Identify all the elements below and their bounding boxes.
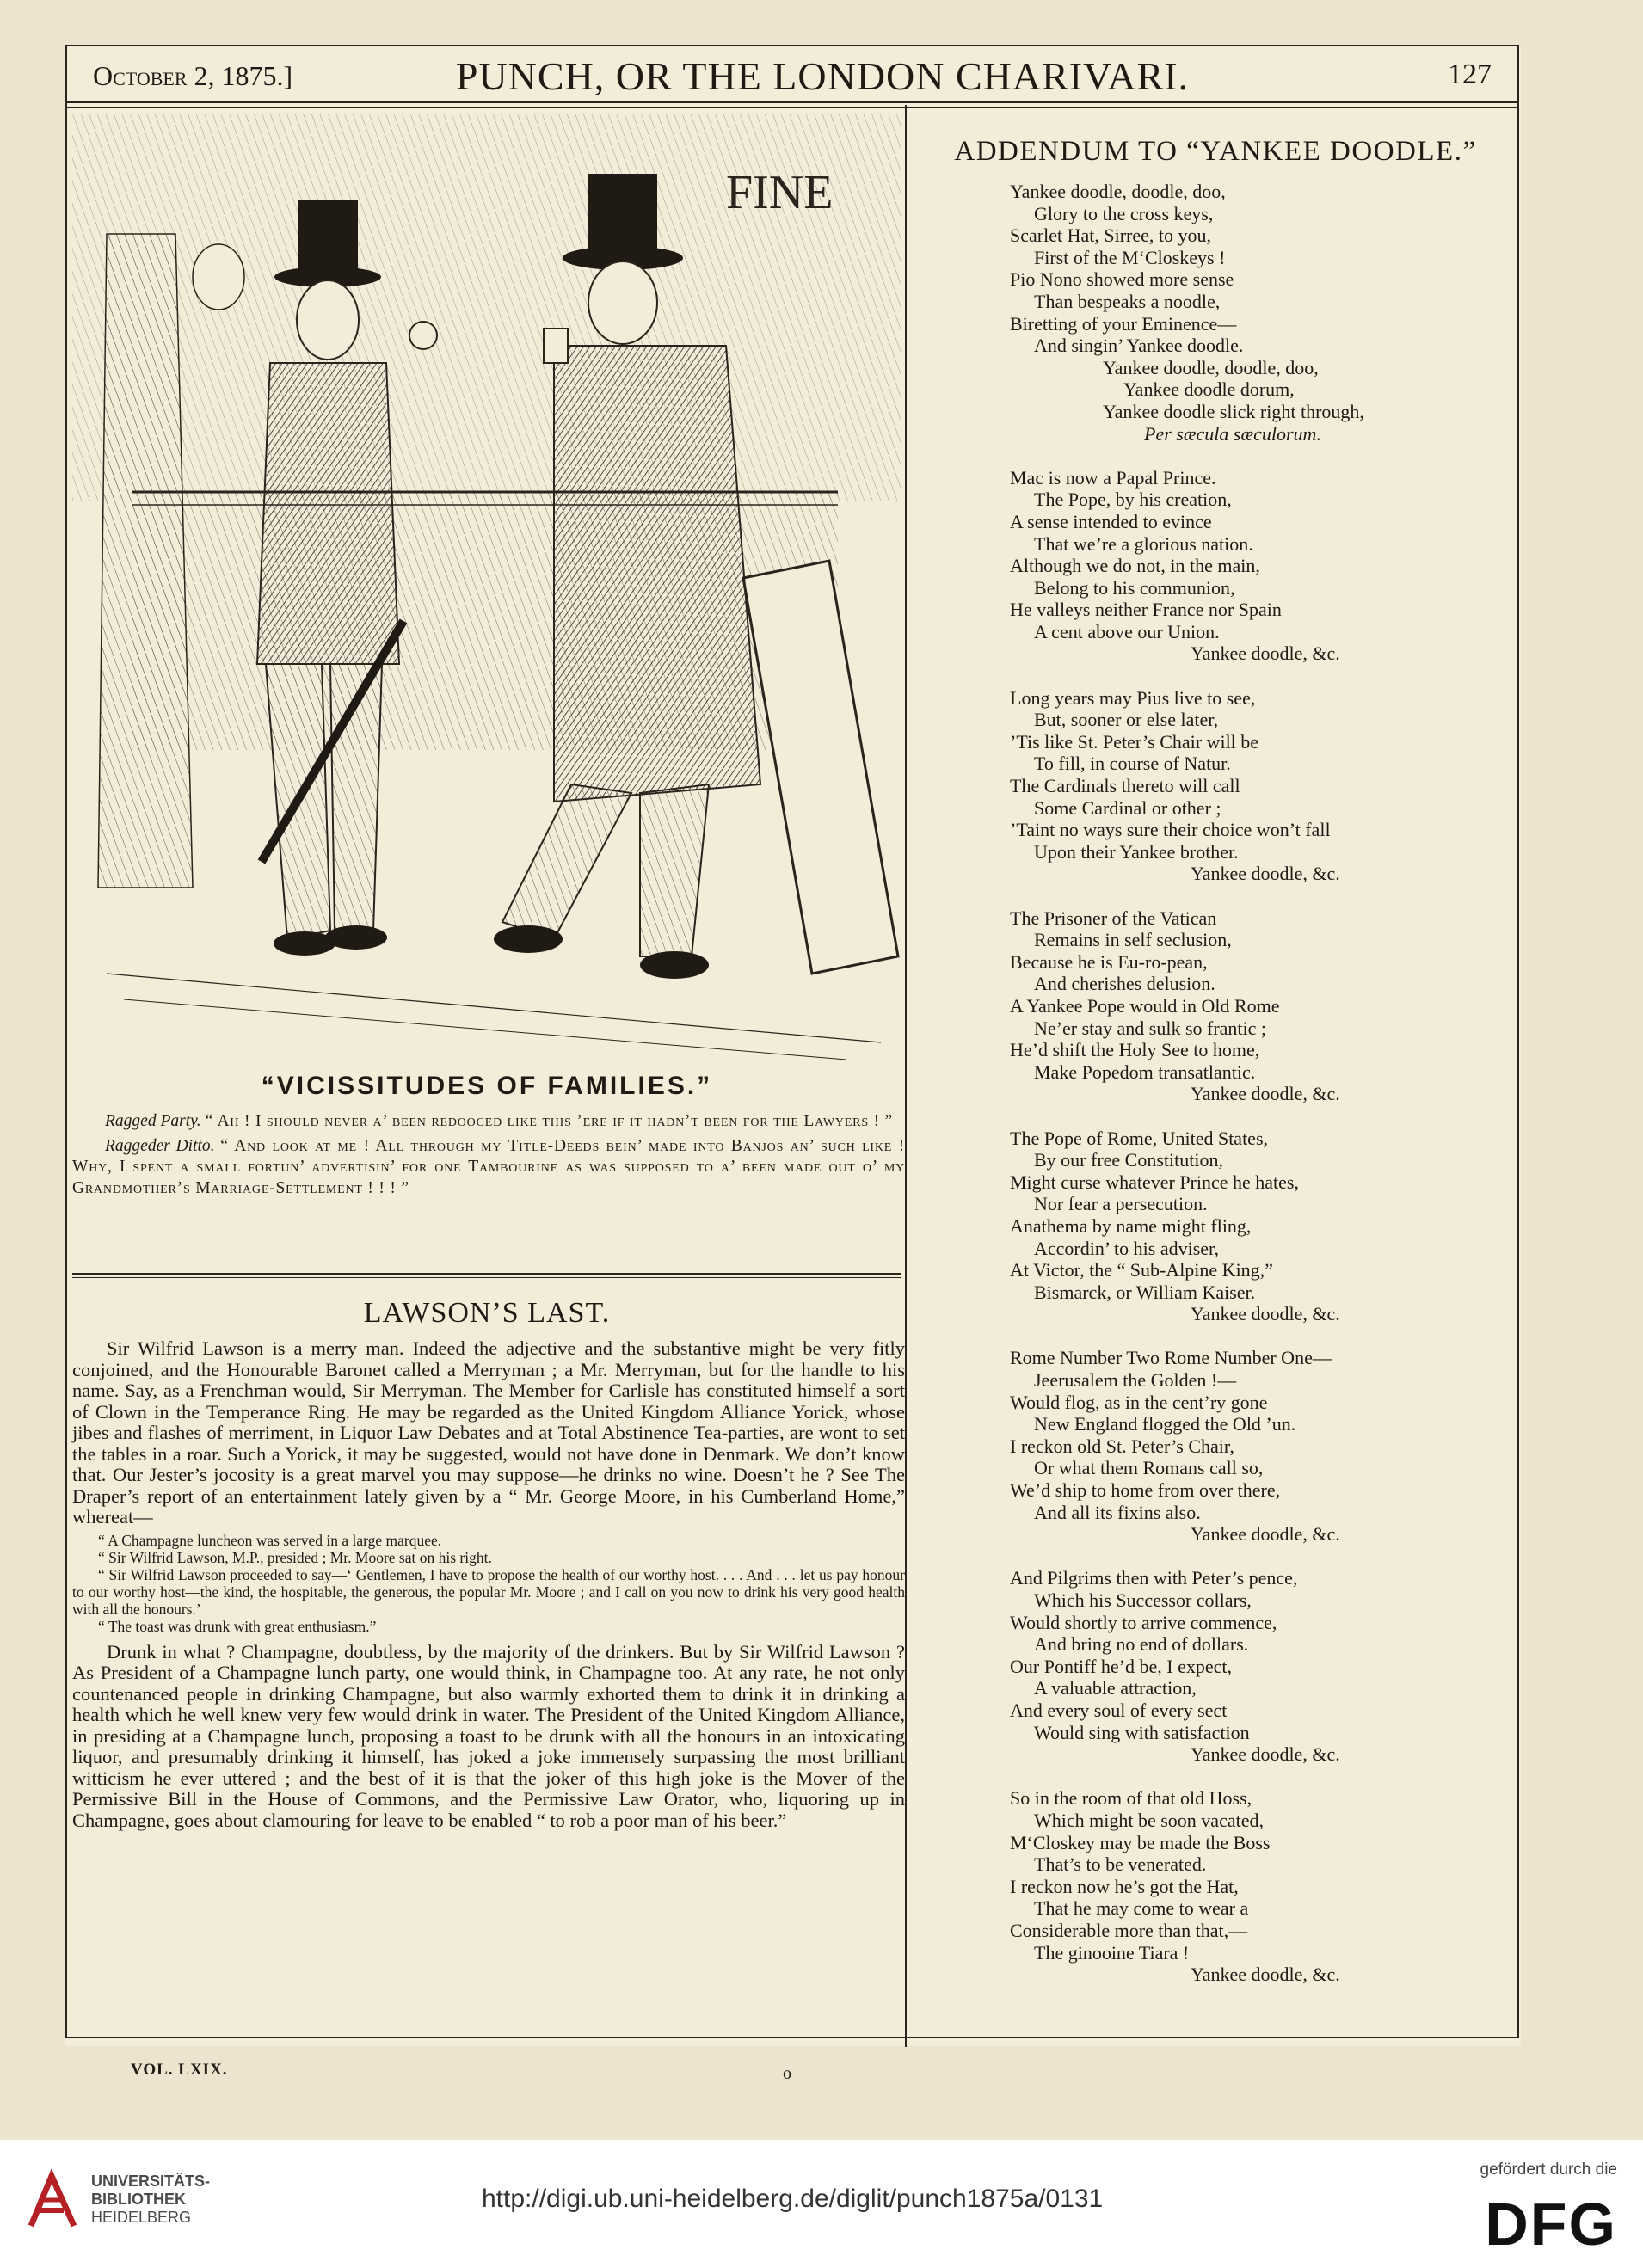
permalink-url[interactable]: http://digi.ub.uni-heidelberg.de/diglit/punch1875a/0131 bbox=[482, 2185, 1104, 2213]
poem-line: First of the M‘Closkeys ! bbox=[1034, 246, 1226, 268]
signature-mark: o bbox=[783, 2064, 791, 2083]
volume-label: VOL. LXIX. bbox=[131, 2061, 228, 2079]
poem-line: Would flog, as in the cent’ry gone bbox=[1010, 1391, 1268, 1413]
poem-line: At Victor, the “ Sub-Alpine King,” bbox=[1010, 1259, 1273, 1282]
poem-line: That we’re a glorious nation. bbox=[1034, 532, 1253, 555]
poem-line: New England flogged the Old ’un. bbox=[1034, 1413, 1296, 1435]
poem-line: Belong to his communion, bbox=[1034, 576, 1235, 599]
poem-line: Rome Number Two Rome Number One— bbox=[1010, 1347, 1332, 1369]
poem-stanza bbox=[1010, 1787, 1509, 1985]
speaker-name: Ragged Party. bbox=[105, 1112, 201, 1130]
poem-line: So in the room of that old Hoss, bbox=[1010, 1787, 1252, 1810]
logo-line: UNIVERSITÄTS- bbox=[91, 2173, 211, 2190]
university-library-logo-icon[interactable] bbox=[22, 2166, 83, 2239]
dialogue-line bbox=[72, 1136, 905, 1200]
poem-line: A sense intended to evince bbox=[1010, 510, 1212, 532]
poem-line: I reckon now he’s got the Hat, bbox=[1010, 1875, 1239, 1897]
poem-line: Nor fear a persecution. bbox=[1034, 1193, 1208, 1215]
poem-line: Would sing with satisfaction bbox=[1034, 1721, 1250, 1743]
poem-stanza bbox=[1010, 907, 1509, 1105]
poem-refrain-line: Yankee doodle, &c. bbox=[1191, 1083, 1340, 1105]
dialogue-text: “ Ah ! I should never a’ been redooced like this ’ere if it hadn’t been for the Lawyers ! ” bbox=[205, 1112, 894, 1130]
poem-line: To fill, in course of Natur. bbox=[1034, 753, 1231, 775]
quote-line: “ The toast was drunk with great enthusiasm.” bbox=[98, 1617, 377, 1635]
poem-line: Our Pontiff he’d be, I expect, bbox=[1010, 1655, 1233, 1677]
poem-refrain-line: Yankee doodle slick right through, bbox=[1103, 400, 1364, 422]
poem-line: And singin’ Yankee doodle. bbox=[1034, 335, 1244, 357]
header-rule-thin bbox=[67, 107, 1519, 108]
poem-line: ’Taint no ways sure their choice won’t fall bbox=[1010, 819, 1331, 841]
article-body bbox=[72, 1338, 905, 1831]
header-rule bbox=[67, 101, 1519, 103]
poem-line: Accordin’ to his adviser, bbox=[1034, 1237, 1219, 1259]
logo-line: BIBLIOTHEK bbox=[91, 2191, 186, 2208]
dfg-logo[interactable]: DFG bbox=[1485, 2191, 1617, 2258]
poem-stanza bbox=[1010, 1347, 1509, 1545]
poem-line: Ne’er stay and sulk so frantic ; bbox=[1034, 1017, 1267, 1039]
poem-line: Biretting of your Eminence— bbox=[1010, 312, 1237, 335]
svg-text:FINE: FINE bbox=[726, 166, 834, 219]
poem-refrain-line: Per sæcula sæculorum. bbox=[1144, 422, 1321, 445]
poem-line: Because he is Eu-ro-pean, bbox=[1010, 950, 1208, 973]
poem-line: Considerable more than that,— bbox=[1010, 1919, 1248, 1941]
poem-refrain-line: Yankee doodle, &c. bbox=[1191, 1743, 1340, 1766]
poem-stanza bbox=[1010, 1128, 1509, 1325]
poem-line: ’Tis like St. Peter’s Chair will be bbox=[1010, 730, 1259, 753]
poem-refrain-line: Yankee doodle, &c. bbox=[1191, 1523, 1340, 1546]
poem-line: By our free Constitution, bbox=[1034, 1149, 1223, 1171]
funded-by-label: gefördert durch die bbox=[1480, 2160, 1617, 2179]
poem-line: A Yankee Pope would in Old Rome bbox=[1010, 994, 1280, 1017]
poem-line: Pio Nono showed more sense bbox=[1010, 268, 1234, 291]
poem-line: The Prisoner of the Vatican bbox=[1010, 907, 1217, 929]
poem-line: But, sooner or else later, bbox=[1034, 709, 1219, 731]
poem-line: M‘Closkey may be made the Boss bbox=[1010, 1831, 1271, 1853]
viewer-footer-bar bbox=[0, 2140, 1643, 2268]
article-paragraph: Drunk in what ? Champagne, doubtless, by the majority of the drinkers. But by Sir Wilfrid Lawson ? As President of a Champagne lunch party, one would think, in Champagne too. At any rate, he not only countenanced people in drinking Champagne, but also warmly exhorted them to drink it in drinking a health which he well knew very few would drink in water. The President of the United Kingdom Alliance, in presiding at a Champagne lunch, proposing a toast to be drunk with all the honours in an intoxicating liquor, and presumably drinking it himself, has joked a joke immensely surpassing the most brilliant witticism he ever uttered ; and the best of it is that the joker of this high joke is the Mover of the Permissive Bill in the House of Commons, and the Permissive Law Orator, who, liquoring up in Champagne, goes about clamouring for leave to be enabled “ to rob a poor man of his beer.” bbox=[72, 1640, 905, 1831]
poem-body bbox=[1010, 181, 1509, 2007]
poem-line: Jeerusalem the Golden !— bbox=[1034, 1369, 1237, 1392]
section-rule bbox=[72, 1273, 901, 1275]
masthead-title: PUNCH, OR THE LONDON CHARIVARI. bbox=[455, 54, 1190, 98]
poem-line: That’s to be venerated. bbox=[1034, 1853, 1207, 1876]
page-number: 127 bbox=[1448, 58, 1492, 90]
logo-line: HEIDELBERG bbox=[91, 2209, 192, 2226]
poem-refrain-line: Yankee doodle, &c. bbox=[1191, 1303, 1340, 1325]
cartoon-drawing bbox=[72, 114, 901, 1065]
poem-line: Although we do not, in the main, bbox=[1010, 555, 1260, 577]
poem-stanza bbox=[1010, 467, 1509, 665]
poem-line: I reckon old St. Peter’s Chair, bbox=[1010, 1435, 1234, 1457]
poem-refrain-line: Yankee doodle, &c. bbox=[1191, 642, 1340, 665]
poem-refrain-line: Yankee doodle dorum, bbox=[1123, 378, 1295, 401]
poem-line: He’d shift the Holy See to home, bbox=[1010, 1039, 1260, 1061]
poem-line: Glory to the cross keys, bbox=[1034, 202, 1214, 224]
poem-stanza bbox=[1010, 181, 1509, 445]
poem-line: Or what them Romans call so, bbox=[1034, 1457, 1264, 1479]
cartoon-caption: “VICISSITUDES OF FAMILIES.” bbox=[261, 1072, 713, 1100]
poem-line: Which might be soon vacated, bbox=[1034, 1809, 1264, 1831]
poem-line: Might curse whatever Prince he hates, bbox=[1010, 1171, 1299, 1193]
poem-stanza bbox=[1010, 1567, 1509, 1765]
poem-line: And cherishes delusion. bbox=[1034, 973, 1215, 995]
poem-line: The Pope of Rome, United States, bbox=[1010, 1127, 1269, 1149]
dialogue-line bbox=[72, 1111, 905, 1133]
poem-line: And every soul of every sect bbox=[1010, 1699, 1228, 1721]
poem-line: And bring no end of dollars. bbox=[1034, 1633, 1249, 1656]
poem-title: ADDENDUM TO “YANKEE DOODLE.” bbox=[954, 136, 1477, 167]
dialogue-text: “ And look at me ! All through my Title-Deeds bein’ made into Banjos an’ such like ! Why, I spent a small fortun’ advertisin’ for one Tambourine as was supposed to a’ been made out o’ my Grandmother’s Marriage-Settlement ! ! ! ” bbox=[72, 1136, 905, 1197]
section-rule-thin bbox=[72, 1277, 901, 1278]
university-library-name[interactable] bbox=[91, 2173, 210, 2227]
cartoon-illustration bbox=[72, 114, 901, 1065]
poem-line: That he may come to wear a bbox=[1034, 1897, 1249, 1920]
poem-line: Would shortly to arrive commence, bbox=[1010, 1611, 1277, 1633]
cartoon-dialogue bbox=[72, 1111, 905, 1202]
poem-line: Anathema by name might fling, bbox=[1010, 1214, 1252, 1237]
poem-line: We’d ship to home from over there, bbox=[1010, 1479, 1281, 1502]
issue-date: October 2, 1875.] bbox=[93, 60, 293, 91]
article-title: LAWSON’S LAST. bbox=[363, 1297, 611, 1329]
poem-line: Yankee doodle, doodle, doo, bbox=[1010, 181, 1226, 202]
poem-line: The ginooine Tiara ! bbox=[1034, 1941, 1190, 1964]
poem-line: He valleys neither France nor Spain bbox=[1010, 599, 1282, 621]
poem-line: Remains in self seclusion, bbox=[1034, 929, 1232, 951]
poem-line: A cent above our Union. bbox=[1034, 620, 1220, 642]
poem-line: And Pilgrims then with Peter’s pence, bbox=[1010, 1567, 1298, 1589]
poem-line: Which his Successor collars, bbox=[1034, 1589, 1252, 1611]
quote-line: “ A Champagne luncheon was served in a large marquee. bbox=[98, 1531, 442, 1549]
poem-line: The Pope, by his creation, bbox=[1034, 489, 1232, 511]
poem-line: The Cardinals thereto will call bbox=[1010, 775, 1240, 797]
speaker-name: Raggeder Ditto. bbox=[105, 1136, 215, 1155]
poem-line: A valuable attraction, bbox=[1034, 1677, 1197, 1699]
poem-line: Make Popedom transatlantic. bbox=[1034, 1060, 1256, 1083]
poem-refrain-line: Yankee doodle, &c. bbox=[1191, 863, 1340, 885]
poem-line: Bismarck, or William Kaiser. bbox=[1034, 1281, 1256, 1303]
page-header bbox=[93, 53, 1504, 103]
poem-line: Mac is now a Papal Prince. bbox=[1010, 466, 1216, 489]
poem-line: Upon their Yankee brother. bbox=[1034, 840, 1239, 863]
article-quote bbox=[72, 1532, 905, 1635]
poem-line: Than bespeaks a noodle, bbox=[1034, 290, 1221, 312]
poem-line: Scarlet Hat, Sirree, to you, bbox=[1010, 224, 1211, 247]
poem-line: Long years may Pius live to see, bbox=[1010, 686, 1256, 709]
quote-line: “ Sir Wilfrid Lawson proceeded to say—‘ Gentlemen, I have to propose the health of our worthy host. . . . And . . . let us pay honour to our worthy host—the kind, the hospitable, the generous, the popular Mr. Moore ; and I call on you now to drink his very good health with all the honours.’ bbox=[72, 1565, 905, 1618]
article-paragraph: Sir Wilfrid Lawson is a merry man. Indeed the adjective and the substantive might be very fitly conjoined, and the Honourable Baronet called a Merryman ; a Mr. Merryman, but for the handle to his name. Say, as a Frenchman would, Sir Merryman. The Member for Carlisle has constituted himself a sort of Clown in the Temperance Ring. He may be regarded as the United Kingdom Alliance Yorick, whose jibes and flashes of merriment, in Liquor Law Debates and at Total Abstinence Tea-parties, are wont to set the tables in a roar. Such a Yorick, it may be suggested, would not have done in Denmark. We don’t know that. Our Jester’s jocosity is a great marvel you may suppose—he drinks no wine. Doesn’t he ? See The Draper’s report of an entertainment lately given by a “ Mr. George Moore, in his Cumberland Home,” whereat— bbox=[72, 1337, 905, 1527]
column-rule bbox=[905, 105, 907, 2047]
quote-line: “ Sir Wilfrid Lawson, M.P., presided ; Mr. Moore sat on his right. bbox=[98, 1548, 492, 1566]
poem-line: And all its fixins also. bbox=[1034, 1501, 1201, 1523]
poem-line: Some Cardinal or other ; bbox=[1034, 796, 1221, 819]
poem-stanza bbox=[1010, 687, 1509, 885]
footer-rule bbox=[67, 2037, 1519, 2038]
poem-refrain-line: Yankee doodle, doodle, doo, bbox=[1103, 356, 1319, 378]
poem-refrain-line: Yankee doodle, &c. bbox=[1191, 1964, 1340, 1986]
